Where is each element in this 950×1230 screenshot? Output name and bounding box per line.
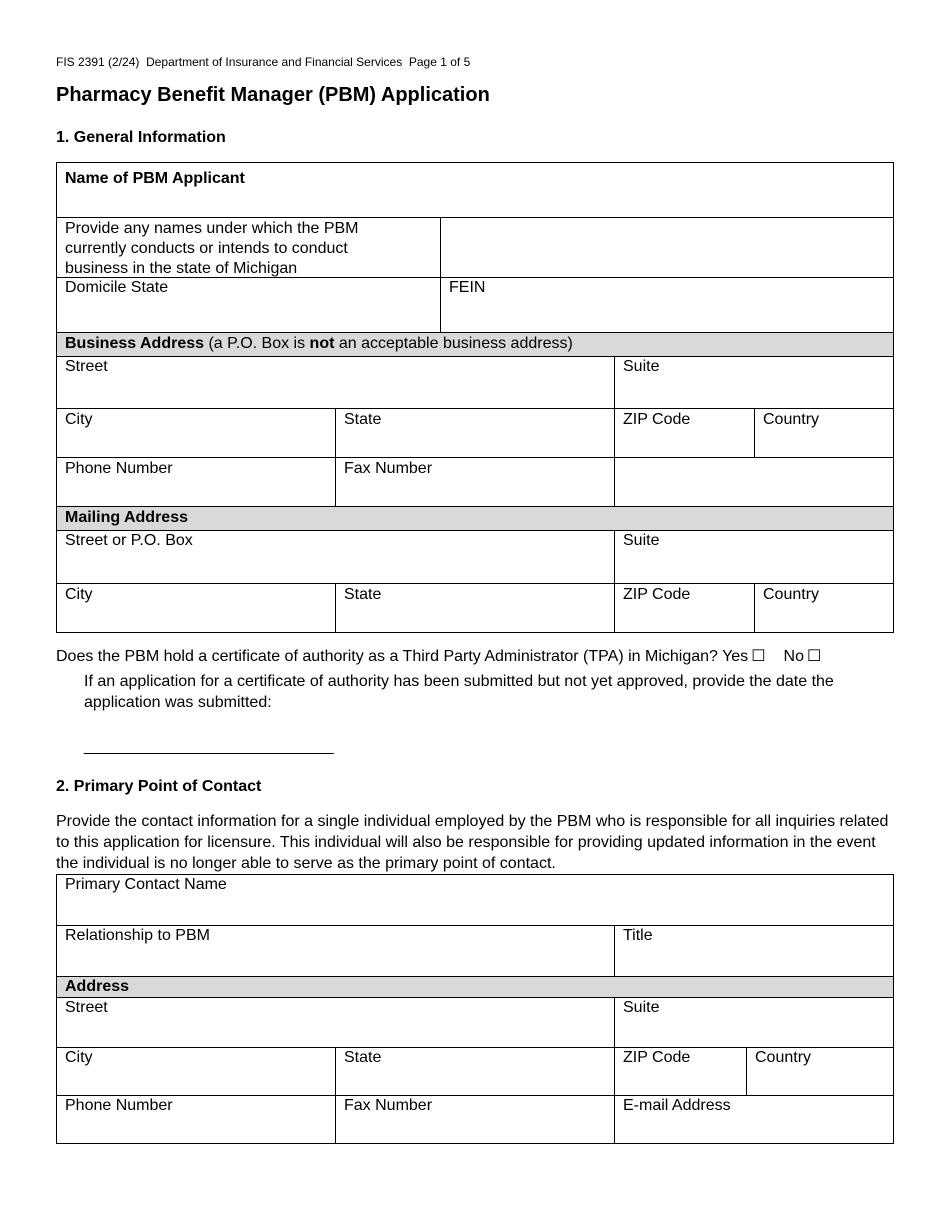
- business-country-label: Country: [763, 411, 820, 428]
- contact-city-label: City: [65, 1049, 93, 1066]
- contact-email-label: E-mail Address: [623, 1097, 731, 1114]
- form-id: FIS 2391 (2/24): [56, 55, 140, 69]
- page-title: Pharmacy Benefit Manager (PBM) Application: [56, 84, 490, 106]
- business-zip-label: ZIP Code: [623, 411, 691, 428]
- business-fax-field[interactable]: [335, 457, 615, 507]
- tpa-no-label: No: [783, 648, 804, 665]
- mailing-city-label: City: [65, 586, 93, 603]
- pbm-applicant-name-field[interactable]: [56, 162, 894, 218]
- mailing-country-field[interactable]: [754, 583, 894, 633]
- business-address-heading: [56, 332, 894, 357]
- mailing-street-label: Street or P.O. Box: [65, 532, 193, 549]
- business-street-label: Street: [65, 358, 108, 375]
- fein-field[interactable]: [440, 277, 894, 333]
- primary-contact-name-field[interactable]: [56, 874, 894, 926]
- business-city-field[interactable]: [56, 408, 336, 458]
- relationship-to-pbm-label: Relationship to PBM: [65, 927, 210, 944]
- contact-city-field[interactable]: [56, 1047, 336, 1096]
- department-name: Department of Insurance and Financial Services: [146, 55, 403, 69]
- business-state-field[interactable]: [335, 408, 615, 458]
- contact-fax-label: Fax Number: [344, 1097, 433, 1114]
- domicile-state-label: Domicile State: [65, 279, 169, 296]
- section-general-information-heading: 1. General Information: [56, 129, 226, 146]
- business-country-field[interactable]: [754, 408, 894, 458]
- business-zip-field[interactable]: [614, 408, 755, 458]
- business-phone-label: Phone Number: [65, 460, 173, 477]
- business-address-heading-bold: Business Address: [65, 335, 205, 352]
- contact-address-heading: [56, 976, 894, 998]
- tpa-followup-text: If an application for a certificate of authority has been submitted but not yet approved, provide the date the application was submitted:: [84, 673, 834, 711]
- contact-title-field[interactable]: [614, 925, 894, 977]
- contact-phone-field[interactable]: [56, 1095, 336, 1144]
- contact-zip-field[interactable]: [614, 1047, 747, 1096]
- contact-suite-label: Suite: [623, 999, 660, 1016]
- dba-names-field[interactable]: [440, 217, 894, 278]
- contact-title-label: Title: [623, 927, 653, 944]
- contact-email-field[interactable]: [614, 1095, 894, 1144]
- business-extra-field[interactable]: [614, 457, 894, 507]
- tpa-question-text: Does the PBM hold a certificate of authority as a Third Party Administrator (TPA) in Michigan?: [56, 648, 718, 665]
- pbm-applicant-name-label: Name of PBM Applicant: [65, 170, 245, 187]
- contact-address-heading-text: Address: [65, 978, 130, 995]
- mailing-state-label: State: [344, 586, 382, 603]
- form-header: [56, 55, 470, 69]
- mailing-zip-label: ZIP Code: [623, 586, 691, 603]
- relationship-to-pbm-field[interactable]: [56, 925, 615, 977]
- tpa-yes-label: Yes: [722, 648, 749, 665]
- contact-phone-label: Phone Number: [65, 1097, 173, 1114]
- tpa-submission-date-line[interactable]: _____________________________: [84, 738, 334, 755]
- business-city-label: City: [65, 411, 93, 428]
- dba-names-label-cell: [56, 217, 441, 278]
- contact-street-field[interactable]: [56, 997, 615, 1048]
- contact-fax-field[interactable]: [335, 1095, 615, 1144]
- contact-street-label: Street: [65, 999, 108, 1016]
- business-address-heading-not: not: [309, 335, 335, 352]
- business-address-heading-pre: (a P.O. Box is: [204, 335, 310, 352]
- tpa-question: [56, 646, 821, 667]
- contact-zip-label: ZIP Code: [623, 1049, 691, 1066]
- mailing-street-field[interactable]: [56, 530, 615, 584]
- mailing-suite-field[interactable]: [614, 530, 894, 584]
- mailing-zip-field[interactable]: [614, 583, 755, 633]
- primary-contact-intro: Provide the contact information for a single individual employed by the PBM who is responsible for all inquiries related to this application for licensure. This individual will also be responsible for providing updated information in the event the individual is no longer able to serve as the primary point of contact.: [56, 813, 889, 872]
- contact-state-field[interactable]: [335, 1047, 615, 1096]
- primary-contact-name-label: Primary Contact Name: [65, 876, 227, 893]
- dba-names-label: Provide any names under which the PBM currently conducts or intends to conduct business in the state of Michigan: [65, 220, 359, 277]
- tpa-yes-checkbox[interactable]: ☐: [751, 648, 766, 665]
- mailing-address-heading-text: Mailing Address: [65, 509, 188, 526]
- domicile-state-field[interactable]: [56, 277, 441, 333]
- mailing-suite-label: Suite: [623, 532, 660, 549]
- mailing-state-field[interactable]: [335, 583, 615, 633]
- fein-label: FEIN: [449, 279, 486, 296]
- business-suite-label: Suite: [623, 358, 660, 375]
- tpa-no-checkbox[interactable]: ☐: [806, 648, 822, 665]
- section-primary-contact-heading: 2. Primary Point of Contact: [56, 778, 262, 795]
- business-address-heading-post: an acceptable business address): [334, 335, 573, 352]
- mailing-address-heading: [56, 506, 894, 531]
- business-street-field[interactable]: [56, 356, 615, 409]
- contact-country-field[interactable]: [746, 1047, 894, 1096]
- business-state-label: State: [344, 411, 382, 428]
- contact-state-label: State: [344, 1049, 382, 1066]
- contact-suite-field[interactable]: [614, 997, 894, 1048]
- business-phone-field[interactable]: [56, 457, 336, 507]
- business-suite-field[interactable]: [614, 356, 894, 409]
- contact-country-label: Country: [755, 1049, 812, 1066]
- page-number: Page 1 of 5: [408, 55, 471, 69]
- mailing-city-field[interactable]: [56, 583, 336, 633]
- business-fax-label: Fax Number: [344, 460, 433, 477]
- mailing-country-label: Country: [763, 586, 820, 603]
